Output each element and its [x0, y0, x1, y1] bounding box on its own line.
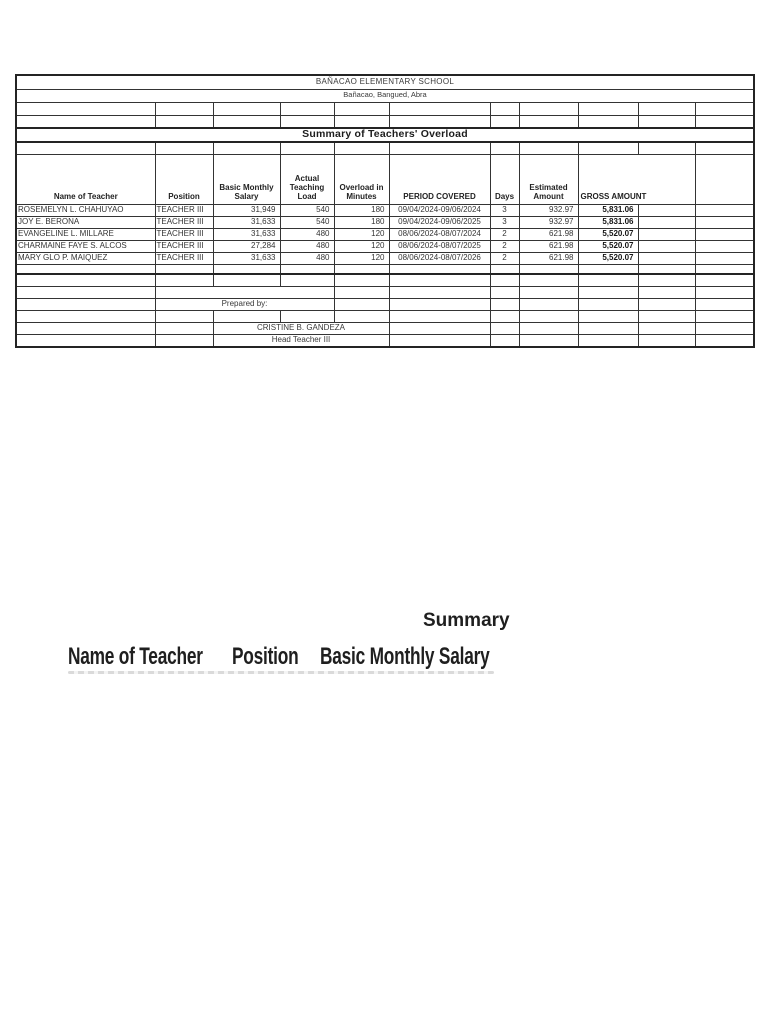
empty-cell — [578, 102, 638, 115]
empty-cell — [16, 102, 155, 115]
position-cell: TEACHER III — [155, 240, 213, 252]
empty-cell — [389, 264, 490, 274]
empty-row — [16, 102, 754, 115]
empty-cell — [155, 322, 213, 334]
empty-cell — [519, 102, 578, 115]
basic-salary-cell: 31,633 — [213, 216, 280, 228]
empty-cell — [519, 310, 578, 322]
col-header-gross-amount: GROSS AMOUNT — [578, 154, 695, 204]
empty-cell — [490, 298, 519, 310]
empty-cell — [695, 274, 754, 286]
period-covered-cell: 08/06/2024-08/07/2025 — [389, 240, 490, 252]
teacher-row — [16, 216, 754, 228]
empty-cell — [695, 228, 754, 240]
col-header-period-covered: PERIOD COVERED — [389, 154, 490, 204]
teaching-load-cell: 480 — [280, 240, 334, 252]
days-cell: 2 — [490, 252, 519, 264]
empty-cell — [490, 334, 519, 347]
empty-cell — [695, 154, 754, 204]
empty-row — [16, 274, 754, 286]
report-title-row — [16, 128, 754, 142]
col-header-estimated-amount: Estimated Amount — [519, 154, 578, 204]
empty-cell — [280, 142, 334, 154]
col-header-actual-teaching-load: Actual Teaching Load — [280, 154, 334, 204]
school-address: Bañacao, Bangued, Abra — [16, 89, 754, 102]
empty-cell — [155, 310, 213, 322]
empty-cell — [578, 115, 638, 128]
empty-cell — [389, 115, 490, 128]
empty-cell — [638, 274, 695, 286]
period-covered-cell: 09/04/2024-09/06/2024 — [389, 204, 490, 216]
empty-cell — [213, 142, 280, 154]
empty-cell — [155, 102, 213, 115]
days-cell: 3 — [490, 204, 519, 216]
teacher-name-cell: EVANGELINE L. MILLARE — [16, 228, 155, 240]
empty-cell — [695, 240, 754, 252]
empty-cell — [638, 298, 695, 310]
position-cell: TEACHER III — [155, 252, 213, 264]
empty-cell — [695, 216, 754, 228]
basic-salary-cell: 31,949 — [213, 204, 280, 216]
column-header-row — [16, 154, 754, 204]
empty-cell — [16, 274, 155, 286]
empty-cell — [334, 264, 389, 274]
empty-cell — [638, 286, 695, 298]
position-cell: TEACHER III — [155, 216, 213, 228]
empty-cell — [638, 334, 695, 347]
gross-amount-cell: 5,520.07 — [578, 252, 638, 264]
empty-cell — [519, 115, 578, 128]
teaching-load-cell: 480 — [280, 252, 334, 264]
empty-row — [16, 115, 754, 128]
teacher-row — [16, 240, 754, 252]
empty-cell — [16, 115, 155, 128]
teacher-name-cell: MARY GLO P. MAIQUEZ — [16, 252, 155, 264]
empty-cell — [389, 310, 490, 322]
textlayer-basic-monthly-salary-word: Basic Monthly Salary — [320, 643, 490, 670]
empty-cell — [695, 298, 754, 310]
teaching-load-cell: 480 — [280, 228, 334, 240]
empty-cell — [695, 334, 754, 347]
teaching-load-cell: 540 — [280, 216, 334, 228]
empty-cell — [578, 286, 638, 298]
empty-cell — [638, 252, 695, 264]
col-header-name-of-teacher: Name of Teacher — [16, 154, 155, 204]
empty-cell — [695, 102, 754, 115]
empty-cell — [519, 322, 578, 334]
empty-cell — [280, 310, 334, 322]
position-cell: TEACHER III — [155, 228, 213, 240]
teacher-row — [16, 204, 754, 216]
overload-minutes-cell: 180 — [334, 204, 389, 216]
empty-cell — [389, 334, 490, 347]
teaching-load-cell: 540 — [280, 204, 334, 216]
empty-cell — [334, 286, 389, 298]
empty-row — [16, 264, 754, 274]
empty-cell — [578, 310, 638, 322]
empty-cell — [519, 298, 578, 310]
overload-minutes-cell: 120 — [334, 228, 389, 240]
empty-cell — [389, 322, 490, 334]
overload-minutes-cell: 120 — [334, 240, 389, 252]
teacher-name-cell: JOY E. BERONA — [16, 216, 155, 228]
gross-amount-cell: 5,831.06 — [578, 216, 638, 228]
gross-amount-cell: 5,520.07 — [578, 228, 638, 240]
empty-cell — [155, 274, 213, 286]
empty-cell — [16, 142, 155, 154]
basic-salary-cell: 31,633 — [213, 252, 280, 264]
col-header-overload-in-minutes: Overload in Minutes — [334, 154, 389, 204]
empty-cell — [578, 298, 638, 310]
empty-cell — [213, 115, 280, 128]
days-cell: 3 — [490, 216, 519, 228]
empty-cell — [334, 310, 389, 322]
col-header-basic-monthly-salary: Basic Monthly Salary — [213, 154, 280, 204]
empty-cell — [578, 334, 638, 347]
empty-row — [16, 310, 754, 322]
prepared-by-label: Prepared by: — [155, 298, 334, 310]
overload-minutes-cell: 120 — [334, 252, 389, 264]
empty-cell — [695, 142, 754, 154]
empty-row — [16, 286, 754, 298]
report-title: Summary of Teachers' Overload — [16, 128, 754, 142]
empty-cell — [213, 264, 280, 274]
empty-cell — [16, 264, 155, 274]
empty-cell — [334, 142, 389, 154]
school-name-row — [16, 75, 754, 89]
textlayer-position-word: Position — [232, 643, 299, 670]
period-covered-cell: 09/04/2024-09/06/2025 — [389, 216, 490, 228]
empty-cell — [490, 274, 519, 286]
empty-cell — [490, 102, 519, 115]
empty-cell — [638, 264, 695, 274]
overload-minutes-cell: 180 — [334, 216, 389, 228]
prepared-by-row — [16, 298, 754, 310]
basic-salary-cell: 27,284 — [213, 240, 280, 252]
empty-cell — [334, 115, 389, 128]
empty-cell — [519, 334, 578, 347]
empty-cell — [695, 252, 754, 264]
days-cell: 2 — [490, 240, 519, 252]
empty-cell — [695, 115, 754, 128]
empty-cell — [638, 204, 695, 216]
empty-cell — [578, 322, 638, 334]
empty-cell — [16, 334, 155, 347]
empty-cell — [334, 298, 389, 310]
empty-cell — [638, 115, 695, 128]
school-address-row — [16, 89, 754, 102]
empty-cell — [389, 102, 490, 115]
empty-cell — [578, 264, 638, 274]
preparer-title-row — [16, 334, 754, 347]
empty-cell — [638, 142, 695, 154]
teacher-row — [16, 228, 754, 240]
position-cell: TEACHER III — [155, 204, 213, 216]
empty-cell — [155, 286, 334, 298]
empty-cell — [16, 298, 155, 310]
teacher-row — [16, 252, 754, 264]
empty-cell — [16, 310, 155, 322]
empty-cell — [695, 310, 754, 322]
empty-cell — [638, 216, 695, 228]
empty-cell — [638, 322, 695, 334]
empty-cell — [389, 298, 490, 310]
empty-cell — [155, 115, 213, 128]
empty-cell — [490, 310, 519, 322]
preparer-name: CRISTINE B. GANDEZA — [213, 322, 389, 334]
empty-cell — [16, 286, 155, 298]
empty-cell — [280, 102, 334, 115]
estimated-amount-cell: 932.97 — [519, 216, 578, 228]
empty-cell — [213, 102, 280, 115]
scan-artifact-line — [68, 671, 494, 674]
empty-cell — [280, 274, 334, 286]
estimated-amount-cell: 621.98 — [519, 240, 578, 252]
textlayer-summary-word: Summary — [423, 610, 510, 631]
empty-cell — [638, 240, 695, 252]
col-header-position: Position — [155, 154, 213, 204]
estimated-amount-cell: 621.98 — [519, 252, 578, 264]
gross-amount-cell: 5,520.07 — [578, 240, 638, 252]
school-name: BAÑACAO ELEMENTARY SCHOOL — [16, 75, 754, 89]
empty-cell — [155, 142, 213, 154]
empty-cell — [155, 264, 213, 274]
empty-cell — [638, 102, 695, 115]
preparer-name-row — [16, 322, 754, 334]
empty-cell — [280, 115, 334, 128]
period-covered-cell: 08/06/2024-08/07/2026 — [389, 252, 490, 264]
empty-cell — [490, 115, 519, 128]
empty-cell — [213, 310, 280, 322]
teacher-name-cell: CHARMAINE FAYE S. ALCOS — [16, 240, 155, 252]
teacher-name-cell: ROSEMELYN L. CHAHUYAO — [16, 204, 155, 216]
gross-amount-cell: 5,831.06 — [578, 204, 638, 216]
empty-cell — [155, 334, 213, 347]
overload-summary-table — [15, 74, 755, 348]
empty-cell — [695, 264, 754, 274]
estimated-amount-cell: 932.97 — [519, 204, 578, 216]
col-header-days: Days — [490, 154, 519, 204]
basic-salary-cell: 31,633 — [213, 228, 280, 240]
empty-cell — [490, 322, 519, 334]
empty-cell — [578, 274, 638, 286]
empty-cell — [334, 274, 389, 286]
days-cell: 2 — [490, 228, 519, 240]
empty-cell — [490, 142, 519, 154]
empty-cell — [519, 286, 578, 298]
empty-cell — [490, 286, 519, 298]
empty-cell — [519, 264, 578, 274]
empty-cell — [519, 274, 578, 286]
empty-cell — [389, 274, 490, 286]
empty-cell — [389, 142, 490, 154]
empty-cell — [213, 274, 280, 286]
period-covered-cell: 08/06/2024-08/07/2024 — [389, 228, 490, 240]
empty-cell — [638, 310, 695, 322]
empty-cell — [578, 142, 638, 154]
empty-cell — [280, 264, 334, 274]
textlayer-name-of-teacher-word: Name of Teacher — [68, 643, 203, 670]
preparer-title: Head Teacher III — [213, 334, 389, 347]
empty-cell — [389, 286, 490, 298]
empty-cell — [490, 264, 519, 274]
estimated-amount-cell: 621.98 — [519, 228, 578, 240]
empty-cell — [638, 228, 695, 240]
empty-cell — [695, 204, 754, 216]
empty-row — [16, 142, 754, 154]
empty-cell — [334, 102, 389, 115]
empty-cell — [519, 142, 578, 154]
empty-cell — [695, 286, 754, 298]
empty-cell — [16, 322, 155, 334]
empty-cell — [695, 322, 754, 334]
